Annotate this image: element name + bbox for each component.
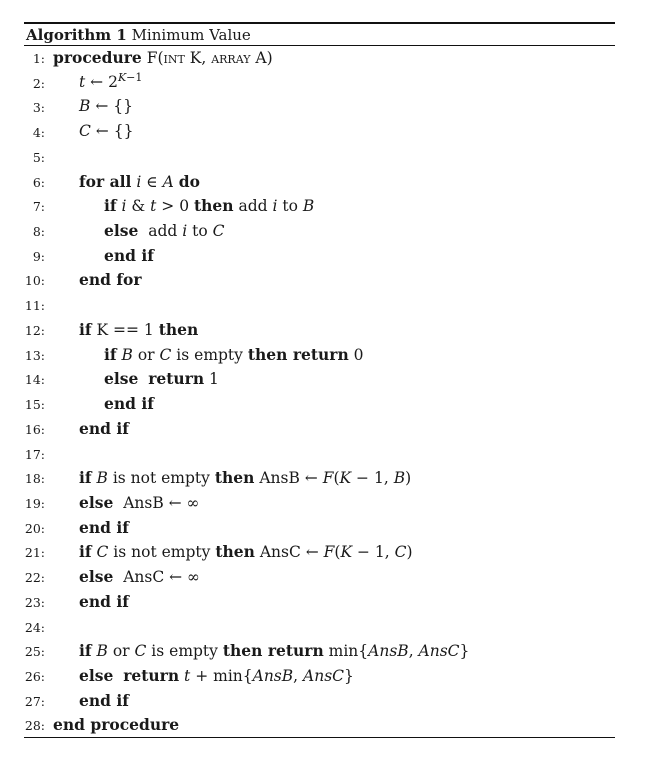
line-number: 12:	[24, 322, 45, 338]
algorithm-line	[24, 468, 615, 488]
algorithm-line	[24, 666, 615, 686]
algorithm-line	[24, 715, 615, 735]
line-code: for all i ∈ A do	[79, 171, 200, 191]
caption-label: Algorithm 1	[26, 26, 127, 44]
line-code: t ← $2^{K-1}$	[79, 70, 143, 91]
line-code: else AnsC ← ∞	[79, 567, 200, 587]
line-code: end if	[79, 591, 129, 611]
algorithm-line	[24, 345, 615, 365]
line-number: 21:	[24, 545, 45, 561]
line-code: end if	[104, 245, 154, 265]
line-number: 1:	[32, 51, 45, 66]
algorithm-line	[24, 48, 615, 68]
algorithm-line	[24, 196, 615, 216]
caption-title: Minimum Value	[131, 26, 251, 44]
line-number: 13:	[24, 347, 45, 363]
algorithm-line	[24, 567, 615, 587]
algorithm-line	[24, 394, 615, 414]
line-code: else return t + min{AnsB, AnsC}	[79, 666, 354, 685]
algorithm-line	[24, 70, 615, 93]
line-code: else add i to C	[104, 221, 225, 241]
bottom-rule	[24, 737, 615, 738]
algorithm-line	[24, 493, 615, 513]
algorithm-line	[24, 270, 615, 290]
line-code: if K == 1 then	[79, 319, 199, 339]
algorithm-line	[24, 691, 615, 711]
algorithm-line	[24, 518, 615, 538]
line-number: 23:	[24, 594, 45, 610]
line-number: 16:	[24, 421, 45, 437]
line-code: end if	[104, 394, 154, 414]
line-number: 24:	[24, 619, 45, 635]
algorithm-line	[24, 617, 615, 637]
line-number: 2:	[32, 75, 45, 91]
line-number: 8:	[32, 224, 45, 240]
line-number: 4:	[32, 125, 45, 141]
line-number: 26:	[24, 669, 45, 684]
line-number: 10:	[24, 273, 45, 289]
algorithm-line	[24, 369, 615, 389]
line-number: 17:	[24, 446, 45, 462]
line-number: 9:	[32, 248, 45, 264]
algorithm-line	[24, 419, 615, 439]
line-number: 7:	[32, 199, 45, 215]
caption-rule	[24, 45, 615, 46]
algorithm-line	[24, 295, 615, 315]
line-code: end if	[79, 517, 129, 537]
algorithm-line	[24, 97, 615, 117]
algorithm-line	[24, 320, 615, 340]
algorithm-line	[24, 444, 615, 464]
line-number: 6:	[32, 174, 45, 190]
line-code: if C is not empty then AnsC ← F(K − 1, C)	[79, 542, 413, 562]
line-code: end if	[79, 690, 129, 710]
line-code: if B is not empty then AnsB ← F(K − 1, B)	[79, 468, 412, 488]
top-rule	[24, 22, 615, 24]
algorithm-line	[24, 147, 615, 167]
algorithm-line	[24, 641, 615, 661]
line-number: 15:	[24, 397, 45, 413]
algorithm-line	[24, 172, 615, 192]
line-number: 25:	[24, 644, 45, 660]
line-code: end if	[79, 418, 129, 438]
line-code: procedure F(int K, array A)	[53, 48, 273, 67]
line-code: end for	[79, 270, 142, 290]
line-code: C ← {}	[79, 122, 134, 141]
line-number: 3:	[32, 100, 45, 116]
line-code: if B or C is empty then return 0	[104, 344, 364, 364]
line-number: 14:	[24, 372, 45, 388]
line-number: 22:	[24, 570, 45, 586]
line-code: B ← {}	[79, 97, 133, 116]
algorithm-caption	[26, 26, 251, 44]
line-code: end procedure	[53, 715, 180, 735]
line-code: else return 1	[104, 369, 219, 389]
line-code: else AnsB ← ∞	[79, 492, 200, 512]
algorithm-line	[24, 246, 615, 266]
algorithm-line	[24, 542, 615, 562]
algorithm-line	[24, 221, 615, 241]
line-number: 5:	[32, 149, 45, 165]
line-number: 28:	[24, 718, 45, 734]
line-code: if i & t > 0 then add i to B	[104, 196, 315, 216]
line-number: 11:	[24, 298, 45, 314]
line-number: 19:	[24, 495, 45, 511]
line-code: if B or C is empty then return min{AnsB, AnsC}	[79, 641, 470, 661]
line-number: 18:	[24, 471, 45, 487]
line-number: 27:	[24, 693, 45, 709]
line-number: 20:	[24, 520, 45, 536]
algorithm-line	[24, 122, 615, 142]
algorithm-line	[24, 592, 615, 612]
